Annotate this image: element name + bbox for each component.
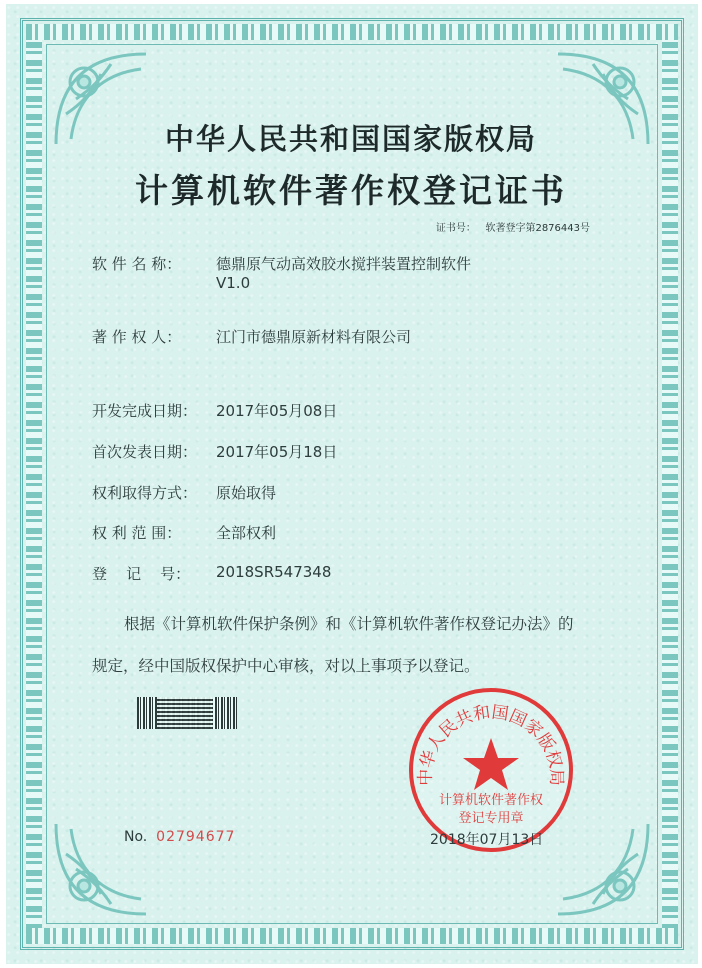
seal-line-1: 计算机软件著作权 xyxy=(438,793,543,808)
serial-number xyxy=(124,829,235,845)
issue-date: 2018年07月13日 xyxy=(430,832,544,848)
software-version: V1.0 xyxy=(216,274,251,292)
statement-line-1: 根据《计算机软件保护条例》和《计算机软件著作权登记办法》的 xyxy=(124,615,574,633)
field-label: 权 利 范 围： xyxy=(92,524,182,542)
qr-code-icon xyxy=(157,697,213,729)
field-value: 原始取得 xyxy=(216,484,277,502)
field-software-name xyxy=(92,253,471,274)
seal-line-2: 登记专用章 xyxy=(458,811,524,826)
certificate-number-value: 软著登字第2876443号 xyxy=(485,223,590,234)
certificate-title: 计算机软件著作权登记证书 xyxy=(135,171,567,210)
field-label: 首次发表日期： xyxy=(92,443,198,461)
statement-line-2: 规定，经中国版权保护中心审核，对以上事项予以登记。 xyxy=(92,657,480,675)
field-label: 软 件 名 称： xyxy=(92,255,182,273)
field-value: 德鼎原气动高效胶水搅拌装置控制软件 xyxy=(216,255,472,273)
issuer-title: 中华人民共和国国家版权局 xyxy=(164,122,537,156)
serial-prefix: No. xyxy=(124,829,148,845)
barcode-icon xyxy=(137,697,237,729)
field-acquisition-method xyxy=(92,482,276,503)
serial-value: 02794677 xyxy=(156,829,236,845)
certificate-number xyxy=(436,219,590,234)
field-value: 江门市德鼎原新材料有限公司 xyxy=(216,328,412,346)
field-registration-number xyxy=(92,563,331,584)
certificate-number-label: 证书号： xyxy=(435,223,476,234)
field-completion-date xyxy=(92,400,337,421)
field-label: 权利取得方式： xyxy=(92,484,198,502)
field-label: 登 记 号： xyxy=(92,565,191,583)
field-value: 全部权利 xyxy=(216,524,277,542)
field-publish-date xyxy=(92,441,337,462)
field-value: 2018SR547348 xyxy=(216,563,332,581)
field-rights-scope xyxy=(92,522,276,543)
field-label: 开发完成日期： xyxy=(92,402,198,420)
field-label: 著 作 权 人： xyxy=(92,328,182,346)
field-value: 2017年05月08日 xyxy=(216,402,338,420)
field-value: 2017年05月18日 xyxy=(216,443,338,461)
seal-ring-text: 中华人民共和国国家版权局 xyxy=(415,702,567,786)
field-copyright-owner xyxy=(92,326,411,347)
